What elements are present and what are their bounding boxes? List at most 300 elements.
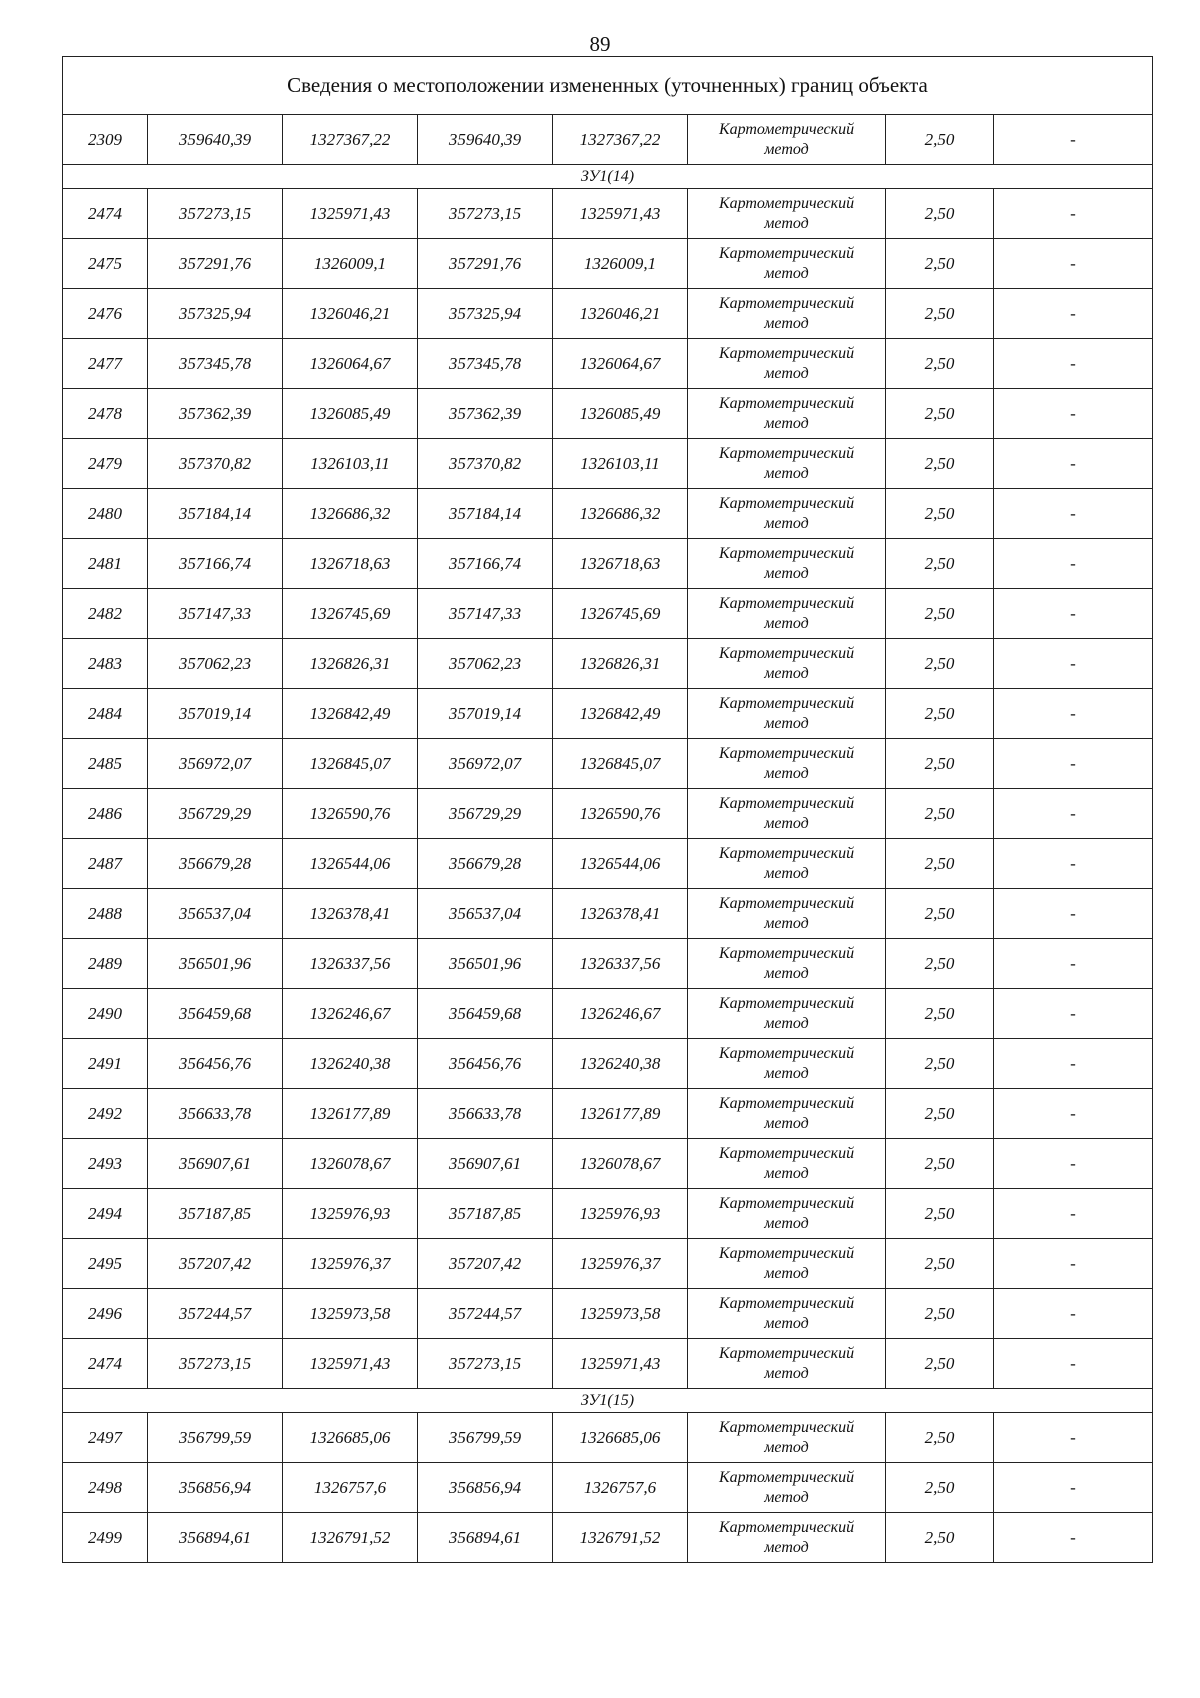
accuracy-cell: 2,50 — [886, 239, 994, 289]
table-row — [63, 115, 1153, 165]
point-number-cell: 2499 — [63, 1513, 148, 1563]
note-cell: - — [994, 115, 1153, 165]
note-cell: - — [994, 689, 1153, 739]
accuracy-cell: 2,50 — [886, 389, 994, 439]
method-text-line: метод — [764, 514, 809, 532]
table-row — [63, 889, 1153, 939]
y-old-cell: 1326845,07 — [283, 739, 418, 789]
note-cell: - — [994, 339, 1153, 389]
x-old-cell: 356894,61 — [148, 1513, 283, 1563]
note-cell: - — [994, 1089, 1153, 1139]
y-new-cell: 1326745,69 — [553, 589, 688, 639]
y-old-cell: 1326826,31 — [283, 639, 418, 689]
point-number-cell: 2489 — [63, 939, 148, 989]
table-body — [63, 57, 1153, 1563]
method-text-line: Картометрический — [718, 1518, 855, 1536]
method-cell — [688, 839, 886, 889]
x-new-cell: 356679,28 — [418, 839, 553, 889]
method-text-line: Картометрический — [718, 394, 855, 412]
y-new-cell: 1326718,63 — [553, 539, 688, 589]
point-number-cell: 2498 — [63, 1463, 148, 1513]
table-row — [63, 789, 1153, 839]
table-row — [63, 1139, 1153, 1189]
point-number-cell: 2494 — [63, 1189, 148, 1239]
method-text-line: метод — [764, 714, 809, 732]
x-new-cell: 357166,74 — [418, 539, 553, 589]
accuracy-cell: 2,50 — [886, 839, 994, 889]
accuracy-cell: 2,50 — [886, 739, 994, 789]
accuracy-cell: 2,50 — [886, 589, 994, 639]
y-new-cell: 1326064,67 — [553, 339, 688, 389]
method-text-line: метод — [764, 1488, 809, 1506]
y-new-cell: 1326078,67 — [553, 1139, 688, 1189]
table-row — [63, 739, 1153, 789]
method-text-line: Картометрический — [718, 120, 855, 138]
method-text-line: метод — [764, 1064, 809, 1082]
y-old-cell: 1326590,76 — [283, 789, 418, 839]
y-new-cell: 1326826,31 — [553, 639, 688, 689]
y-new-cell: 1326685,06 — [553, 1413, 688, 1463]
y-old-cell: 1326085,49 — [283, 389, 418, 439]
y-old-cell: 1325976,93 — [283, 1189, 418, 1239]
method-text-line: метод — [764, 1314, 809, 1332]
x-old-cell: 357019,14 — [148, 689, 283, 739]
x-new-cell: 356633,78 — [418, 1089, 553, 1139]
method-cell — [688, 239, 886, 289]
table-row — [63, 989, 1153, 1039]
table-row — [63, 1039, 1153, 1089]
y-old-cell: 1326103,11 — [283, 439, 418, 489]
x-new-cell: 357291,76 — [418, 239, 553, 289]
note-cell: - — [994, 289, 1153, 339]
point-number-cell: 2485 — [63, 739, 148, 789]
x-new-cell: 357187,85 — [418, 1189, 553, 1239]
y-old-cell: 1326686,32 — [283, 489, 418, 539]
x-new-cell: 357244,57 — [418, 1289, 553, 1339]
note-cell: - — [994, 1463, 1153, 1513]
method-text-line: метод — [764, 964, 809, 982]
y-old-cell: 1326046,21 — [283, 289, 418, 339]
note-cell: - — [994, 489, 1153, 539]
x-old-cell: 356679,28 — [148, 839, 283, 889]
note-cell: - — [994, 889, 1153, 939]
table-row — [63, 1413, 1153, 1463]
x-new-cell: 357345,78 — [418, 339, 553, 389]
y-new-cell: 1326046,21 — [553, 289, 688, 339]
method-text-line: Картометрический — [718, 944, 855, 962]
accuracy-cell: 2,50 — [886, 289, 994, 339]
x-old-cell: 356729,29 — [148, 789, 283, 839]
method-text-line: метод — [764, 764, 809, 782]
y-old-cell: 1326757,6 — [283, 1463, 418, 1513]
x-old-cell: 356907,61 — [148, 1139, 283, 1189]
accuracy-cell: 2,50 — [886, 1339, 994, 1389]
point-number-cell: 2496 — [63, 1289, 148, 1339]
x-old-cell: 359640,39 — [148, 115, 283, 165]
y-new-cell: 1326544,06 — [553, 839, 688, 889]
x-new-cell: 357325,94 — [418, 289, 553, 339]
y-old-cell: 1326745,69 — [283, 589, 418, 639]
x-new-cell: 357062,23 — [418, 639, 553, 689]
group-header-row — [63, 1389, 1153, 1413]
method-text-line: Картометрический — [718, 1044, 855, 1062]
method-text-line: метод — [764, 914, 809, 932]
table-row — [63, 939, 1153, 989]
method-text-line: Картометрический — [718, 894, 855, 912]
y-new-cell: 1326177,89 — [553, 1089, 688, 1139]
note-cell: - — [994, 589, 1153, 639]
x-old-cell: 357291,76 — [148, 239, 283, 289]
table-row — [63, 189, 1153, 239]
y-old-cell: 1325971,43 — [283, 1339, 418, 1389]
table-row — [63, 389, 1153, 439]
table-row — [63, 289, 1153, 339]
y-new-cell: 1326686,32 — [553, 489, 688, 539]
y-old-cell: 1326544,06 — [283, 839, 418, 889]
accuracy-cell: 2,50 — [886, 989, 994, 1039]
method-text-line: метод — [764, 1264, 809, 1282]
y-old-cell: 1326240,38 — [283, 1039, 418, 1089]
x-old-cell: 357273,15 — [148, 1339, 283, 1389]
y-old-cell: 1326337,56 — [283, 939, 418, 989]
table-caption-row — [63, 57, 1153, 115]
method-text-line: Картометрический — [718, 1344, 855, 1362]
x-old-cell: 357147,33 — [148, 589, 283, 639]
y-new-cell: 1325973,58 — [553, 1289, 688, 1339]
y-old-cell: 1326246,67 — [283, 989, 418, 1039]
y-new-cell: 1325971,43 — [553, 189, 688, 239]
method-text-line: Картометрический — [718, 1094, 855, 1112]
method-cell — [688, 739, 886, 789]
note-cell: - — [994, 939, 1153, 989]
method-cell — [688, 1239, 886, 1289]
method-text-line: метод — [764, 1438, 809, 1456]
y-new-cell: 1326009,1 — [553, 239, 688, 289]
method-cell — [688, 1289, 886, 1339]
method-text-line: метод — [764, 314, 809, 332]
method-text-line: метод — [764, 1014, 809, 1032]
table-row — [63, 1339, 1153, 1389]
group-label: ЗУ1(15) — [63, 1389, 1153, 1413]
accuracy-cell: 2,50 — [886, 1413, 994, 1463]
method-cell — [688, 289, 886, 339]
note-cell: - — [994, 1039, 1153, 1089]
method-text-line: Картометрический — [718, 1194, 855, 1212]
x-old-cell: 357184,14 — [148, 489, 283, 539]
boundary-coordinates-table — [62, 56, 1153, 1563]
method-text-line: метод — [764, 1164, 809, 1182]
method-cell — [688, 115, 886, 165]
note-cell: - — [994, 1289, 1153, 1339]
table-row — [63, 239, 1153, 289]
y-old-cell: 1326064,67 — [283, 339, 418, 389]
method-cell — [688, 1413, 886, 1463]
y-old-cell: 1326378,41 — [283, 889, 418, 939]
accuracy-cell: 2,50 — [886, 889, 994, 939]
method-cell — [688, 889, 886, 939]
x-old-cell: 357325,94 — [148, 289, 283, 339]
note-cell: - — [994, 439, 1153, 489]
method-cell — [688, 189, 886, 239]
method-text-line: Картометрический — [718, 1294, 855, 1312]
method-text-line: Картометрический — [718, 1244, 855, 1262]
method-text-line: метод — [764, 864, 809, 882]
method-text-line: метод — [764, 1538, 809, 1556]
method-text-line: Картометрический — [718, 794, 855, 812]
table-row — [63, 1089, 1153, 1139]
accuracy-cell: 2,50 — [886, 1039, 994, 1089]
y-old-cell: 1325971,43 — [283, 189, 418, 239]
y-new-cell: 1325971,43 — [553, 1339, 688, 1389]
x-new-cell: 356456,76 — [418, 1039, 553, 1089]
method-text-line: метод — [764, 414, 809, 432]
point-number-cell: 2483 — [63, 639, 148, 689]
method-text-line: Картометрический — [718, 1468, 855, 1486]
method-cell — [688, 1139, 886, 1189]
note-cell: - — [994, 1189, 1153, 1239]
x-new-cell: 356729,29 — [418, 789, 553, 839]
x-old-cell: 357244,57 — [148, 1289, 283, 1339]
y-old-cell: 1325976,37 — [283, 1239, 418, 1289]
page-number: 89 — [589, 32, 611, 56]
x-new-cell: 356894,61 — [418, 1513, 553, 1563]
method-cell — [688, 389, 886, 439]
note-cell: - — [994, 1339, 1153, 1389]
method-text-line: Картометрический — [718, 294, 855, 312]
x-new-cell: 357147,33 — [418, 589, 553, 639]
y-old-cell: 1325973,58 — [283, 1289, 418, 1339]
method-text-line: метод — [764, 464, 809, 482]
y-old-cell: 1326718,63 — [283, 539, 418, 589]
method-cell — [688, 589, 886, 639]
y-new-cell: 1325976,37 — [553, 1239, 688, 1289]
y-new-cell: 1326757,6 — [553, 1463, 688, 1513]
table-row — [63, 539, 1153, 589]
method-cell — [688, 339, 886, 389]
x-old-cell: 357187,85 — [148, 1189, 283, 1239]
note-cell: - — [994, 989, 1153, 1039]
method-text-line: метод — [764, 664, 809, 682]
group-header-row — [63, 165, 1153, 189]
x-new-cell: 359640,39 — [418, 115, 553, 165]
note-cell: - — [994, 1513, 1153, 1563]
note-cell: - — [994, 189, 1153, 239]
accuracy-cell: 2,50 — [886, 689, 994, 739]
x-new-cell: 356537,04 — [418, 889, 553, 939]
note-cell: - — [994, 539, 1153, 589]
table-row — [63, 839, 1153, 889]
point-number-cell: 2479 — [63, 439, 148, 489]
accuracy-cell: 2,50 — [886, 639, 994, 689]
method-text-line: Картометрический — [718, 344, 855, 362]
method-cell — [688, 689, 886, 739]
y-old-cell: 1326842,49 — [283, 689, 418, 739]
accuracy-cell: 2,50 — [886, 339, 994, 389]
accuracy-cell: 2,50 — [886, 1139, 994, 1189]
accuracy-cell: 2,50 — [886, 1239, 994, 1289]
y-new-cell: 1326246,67 — [553, 989, 688, 1039]
x-new-cell: 356501,96 — [418, 939, 553, 989]
method-text-line: Картометрический — [718, 1418, 855, 1436]
x-old-cell: 356633,78 — [148, 1089, 283, 1139]
method-text-line: метод — [764, 1114, 809, 1132]
accuracy-cell: 2,50 — [886, 1189, 994, 1239]
table-row — [63, 689, 1153, 739]
method-text-line: Картометрический — [718, 744, 855, 762]
y-new-cell: 1326842,49 — [553, 689, 688, 739]
point-number-cell: 2491 — [63, 1039, 148, 1089]
y-new-cell: 1326085,49 — [553, 389, 688, 439]
x-new-cell: 357207,42 — [418, 1239, 553, 1289]
y-new-cell: 1326791,52 — [553, 1513, 688, 1563]
x-old-cell: 357166,74 — [148, 539, 283, 589]
x-old-cell: 357062,23 — [148, 639, 283, 689]
y-old-cell: 1326177,89 — [283, 1089, 418, 1139]
y-old-cell: 1326078,67 — [283, 1139, 418, 1189]
note-cell: - — [994, 1239, 1153, 1289]
x-old-cell: 357345,78 — [148, 339, 283, 389]
accuracy-cell: 2,50 — [886, 489, 994, 539]
method-cell — [688, 1089, 886, 1139]
table-row — [63, 1289, 1153, 1339]
group-label: ЗУ1(14) — [63, 165, 1153, 189]
method-text-line: Картометрический — [718, 194, 855, 212]
point-number-cell: 2495 — [63, 1239, 148, 1289]
x-new-cell: 357370,82 — [418, 439, 553, 489]
point-number-cell: 2488 — [63, 889, 148, 939]
x-old-cell: 356459,68 — [148, 989, 283, 1039]
y-old-cell: 1326009,1 — [283, 239, 418, 289]
method-text-line: Картометрический — [718, 994, 855, 1012]
method-cell — [688, 1513, 886, 1563]
point-number-cell: 2481 — [63, 539, 148, 589]
y-new-cell: 1326240,38 — [553, 1039, 688, 1089]
point-number-cell: 2492 — [63, 1089, 148, 1139]
method-text-line: метод — [764, 364, 809, 382]
point-number-cell: 2486 — [63, 789, 148, 839]
method-cell — [688, 439, 886, 489]
table-row — [63, 1239, 1153, 1289]
accuracy-cell: 2,50 — [886, 1463, 994, 1513]
point-number-cell: 2497 — [63, 1413, 148, 1463]
y-new-cell: 1325976,93 — [553, 1189, 688, 1239]
method-text-line: Картометрический — [718, 594, 855, 612]
note-cell: - — [994, 839, 1153, 889]
note-cell: - — [994, 789, 1153, 839]
point-number-cell: 2484 — [63, 689, 148, 739]
point-number-cell: 2490 — [63, 989, 148, 1039]
table-row — [63, 339, 1153, 389]
y-new-cell: 1326337,56 — [553, 939, 688, 989]
method-text-line: метод — [764, 1214, 809, 1232]
x-old-cell: 357207,42 — [148, 1239, 283, 1289]
point-number-cell: 2475 — [63, 239, 148, 289]
x-new-cell: 356459,68 — [418, 989, 553, 1039]
x-new-cell: 357273,15 — [418, 189, 553, 239]
method-cell — [688, 1463, 886, 1513]
x-new-cell: 357019,14 — [418, 689, 553, 739]
x-new-cell: 357273,15 — [418, 1339, 553, 1389]
y-old-cell: 1327367,22 — [283, 115, 418, 165]
note-cell: - — [994, 1413, 1153, 1463]
y-old-cell: 1326685,06 — [283, 1413, 418, 1463]
table-row — [63, 639, 1153, 689]
point-number-cell: 2493 — [63, 1139, 148, 1189]
point-number-cell: 2480 — [63, 489, 148, 539]
table-caption: Сведения о местоположении измененных (уточненных) границ объекта — [63, 57, 1153, 115]
accuracy-cell: 2,50 — [886, 939, 994, 989]
method-text-line: Картометрический — [718, 694, 855, 712]
table-row — [63, 489, 1153, 539]
x-new-cell: 356856,94 — [418, 1463, 553, 1513]
accuracy-cell: 2,50 — [886, 189, 994, 239]
method-cell — [688, 1039, 886, 1089]
method-cell — [688, 989, 886, 1039]
method-text-line: Картометрический — [718, 444, 855, 462]
x-new-cell: 356972,07 — [418, 739, 553, 789]
y-new-cell: 1327367,22 — [553, 115, 688, 165]
point-number-cell: 2477 — [63, 339, 148, 389]
x-old-cell: 356799,59 — [148, 1413, 283, 1463]
point-number-cell: 2482 — [63, 589, 148, 639]
method-text-line: Картометрический — [718, 544, 855, 562]
method-text-line: метод — [764, 264, 809, 282]
table-row — [63, 1463, 1153, 1513]
method-cell — [688, 789, 886, 839]
point-number-cell: 2474 — [63, 1339, 148, 1389]
x-old-cell: 356501,96 — [148, 939, 283, 989]
table-row — [63, 1189, 1153, 1239]
method-cell — [688, 1189, 886, 1239]
accuracy-cell: 2,50 — [886, 439, 994, 489]
note-cell: - — [994, 239, 1153, 289]
accuracy-cell: 2,50 — [886, 789, 994, 839]
x-old-cell: 356972,07 — [148, 739, 283, 789]
x-new-cell: 356799,59 — [418, 1413, 553, 1463]
y-old-cell: 1326791,52 — [283, 1513, 418, 1563]
table-row — [63, 439, 1153, 489]
x-old-cell: 356456,76 — [148, 1039, 283, 1089]
table-row — [63, 589, 1153, 639]
method-text-line: Картометрический — [718, 494, 855, 512]
x-old-cell: 357362,39 — [148, 389, 283, 439]
accuracy-cell: 2,50 — [886, 1089, 994, 1139]
accuracy-cell: 2,50 — [886, 115, 994, 165]
method-cell — [688, 1339, 886, 1389]
method-cell — [688, 539, 886, 589]
method-text-line: метод — [764, 814, 809, 832]
method-text-line: метод — [764, 140, 809, 158]
note-cell: - — [994, 639, 1153, 689]
y-new-cell: 1326378,41 — [553, 889, 688, 939]
note-cell: - — [994, 389, 1153, 439]
method-text-line: метод — [764, 614, 809, 632]
note-cell: - — [994, 739, 1153, 789]
method-text-line: Картометрический — [718, 1144, 855, 1162]
x-new-cell: 357362,39 — [418, 389, 553, 439]
x-old-cell: 357370,82 — [148, 439, 283, 489]
table-row — [63, 1513, 1153, 1563]
accuracy-cell: 2,50 — [886, 539, 994, 589]
point-number-cell: 2474 — [63, 189, 148, 239]
method-text-line: Картометрический — [718, 844, 855, 862]
x-new-cell: 356907,61 — [418, 1139, 553, 1189]
x-old-cell: 356537,04 — [148, 889, 283, 939]
y-new-cell: 1326845,07 — [553, 739, 688, 789]
method-text-line: метод — [764, 564, 809, 582]
method-cell — [688, 639, 886, 689]
method-text-line: метод — [764, 214, 809, 232]
